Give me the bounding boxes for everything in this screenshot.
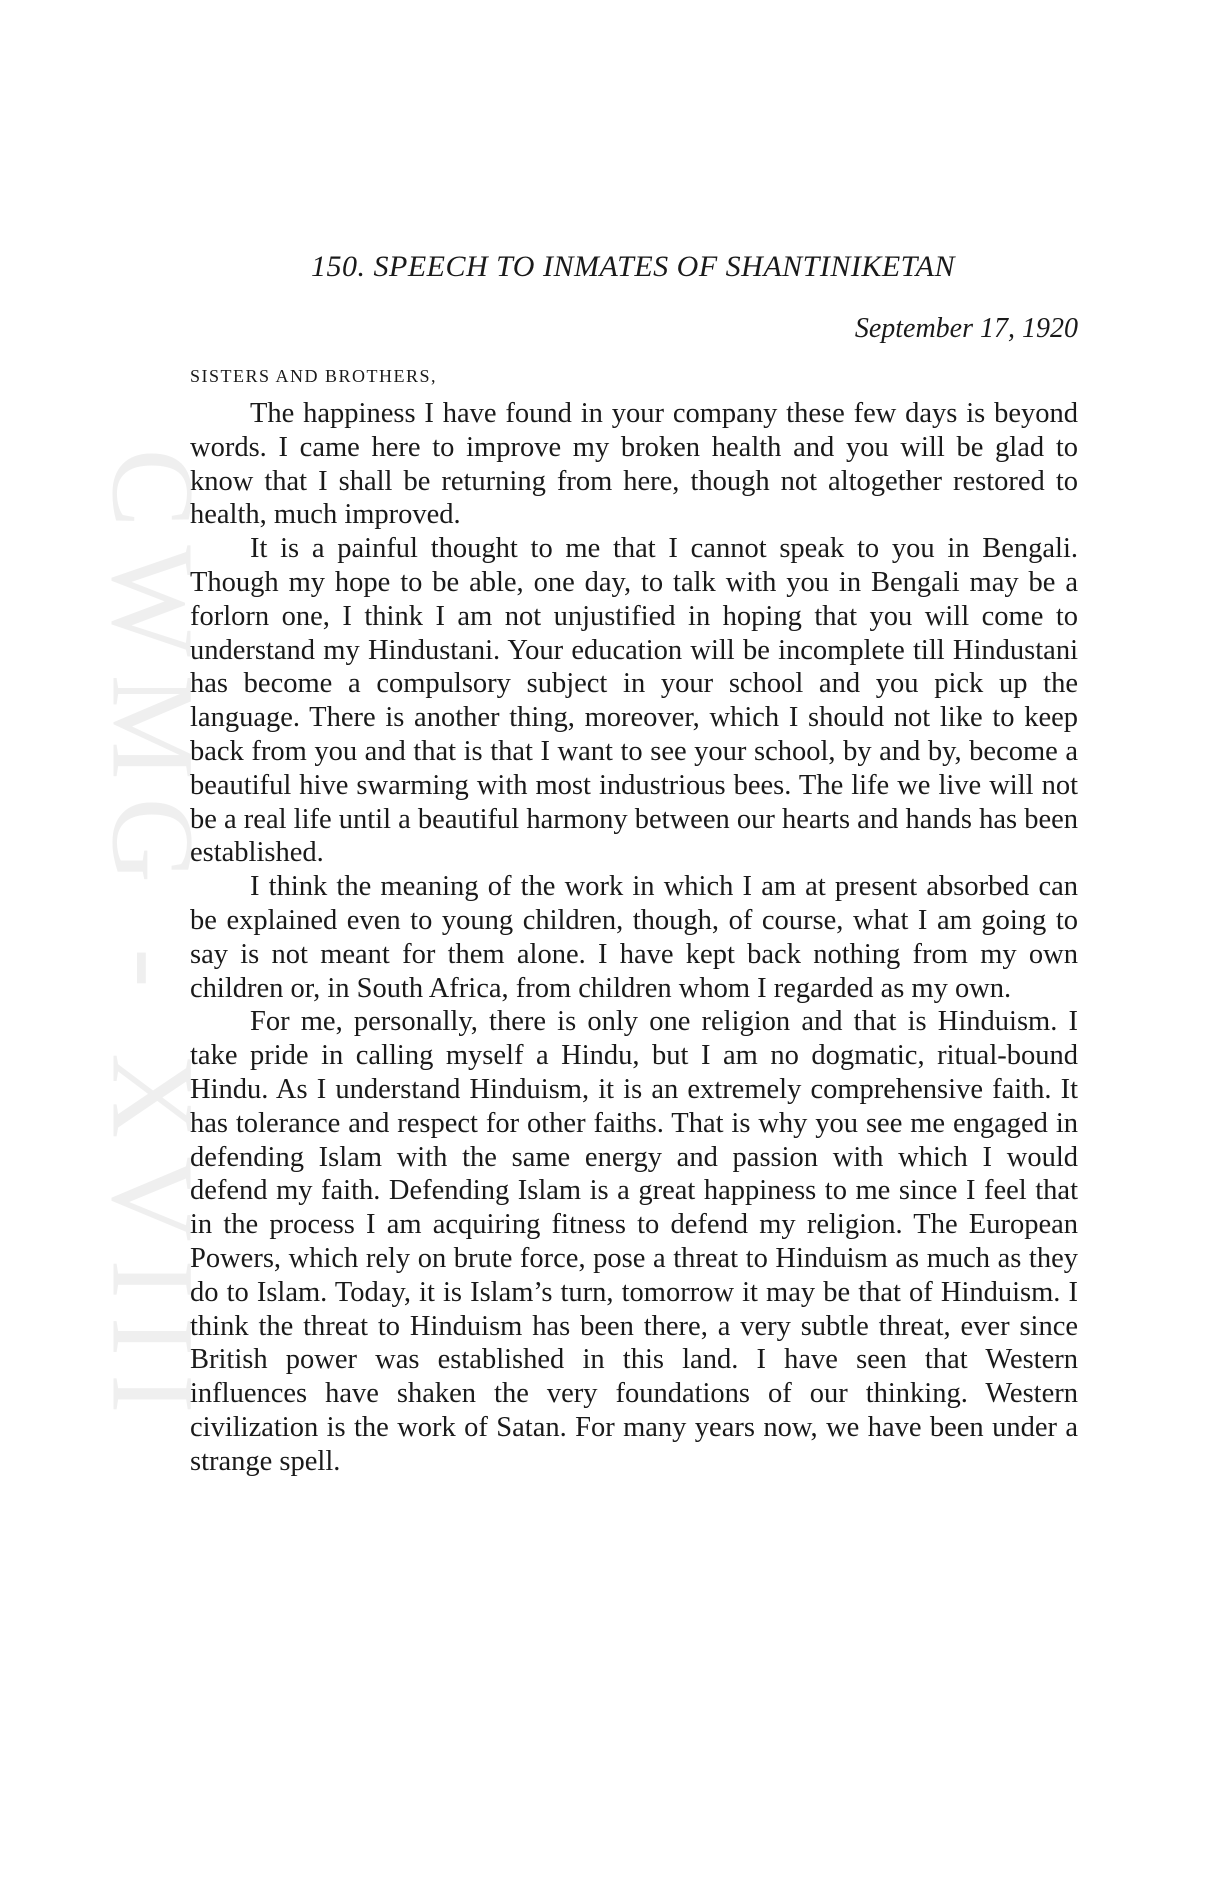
salutation: SISTERS AND BROTHERS, [190, 366, 438, 386]
paragraph: I think the meaning of the work in which I am at present absorbed can be explained even to young children, though, of course, what I am going to say is not meant for them alone. I have kept back nothing from my own children or, in South Africa, from children whom I regarded as my own. [190, 871, 1078, 1004]
page-title: 150. SPEECH TO INMATES OF SHANTINIKETAN [311, 250, 955, 283]
paragraph: The happiness I have found in your company these few days is beyond words. I came here to improve my broken health and you will be glad to know that I shall be returning from here, though not altogether restored to health, much improved. [190, 398, 1078, 531]
speech-body [190, 397, 1078, 1479]
paragraph: It is a painful thought to me that I cannot speak to you in Bengali. Though my hope to be able, one day, to talk with you in Bengali may be a forlorn one, I think I am not unjustified in hoping that you will come to understand my Hindustani. Your education will be incomplete till Hindustani has become a compulsory subject in your school and you pick up the language. There is another thing, moreover, which I should not like to keep back from you and that is that I want to see your school, by and by, become a beautiful hive swarming with most industrious bees. The life we live will not be a real life until a beautiful harmony between our hearts and hands has been established. [190, 533, 1078, 869]
speech-date: September 17, 1920 [854, 313, 1078, 344]
watermark [87, 420, 219, 1460]
watermark-text: CWMG - XVIII [87, 448, 219, 1432]
paragraph: For me, personally, there is only one religion and that is Hinduism. I take pride in calling myself a Hindu, but I am no dogmatic, ritual-bound Hindu. As I understand Hinduism, it is an extremely comprehensive faith. It has tolerance and respect for other faiths. That is why you see me engaged in defending Islam with the same energy and passion with which I would defend my faith. Defending Islam is a great happiness to me since I feel that in the process I am acquiring fitness to defend my religion. The European Powers, which rely on brute force, pose a threat to Hinduism as much as they do to Islam. Today, it is Islam’s turn, tomorrow it may be that of Hinduism. I think the threat to Hinduism has been there, a very subtle threat, ever since British power was established in this land. I have seen that Western influences have shaken the very foundations of our thinking. Western civilization is the work of Satan. For many years now, we have been under a strange spell. [190, 1006, 1078, 1477]
